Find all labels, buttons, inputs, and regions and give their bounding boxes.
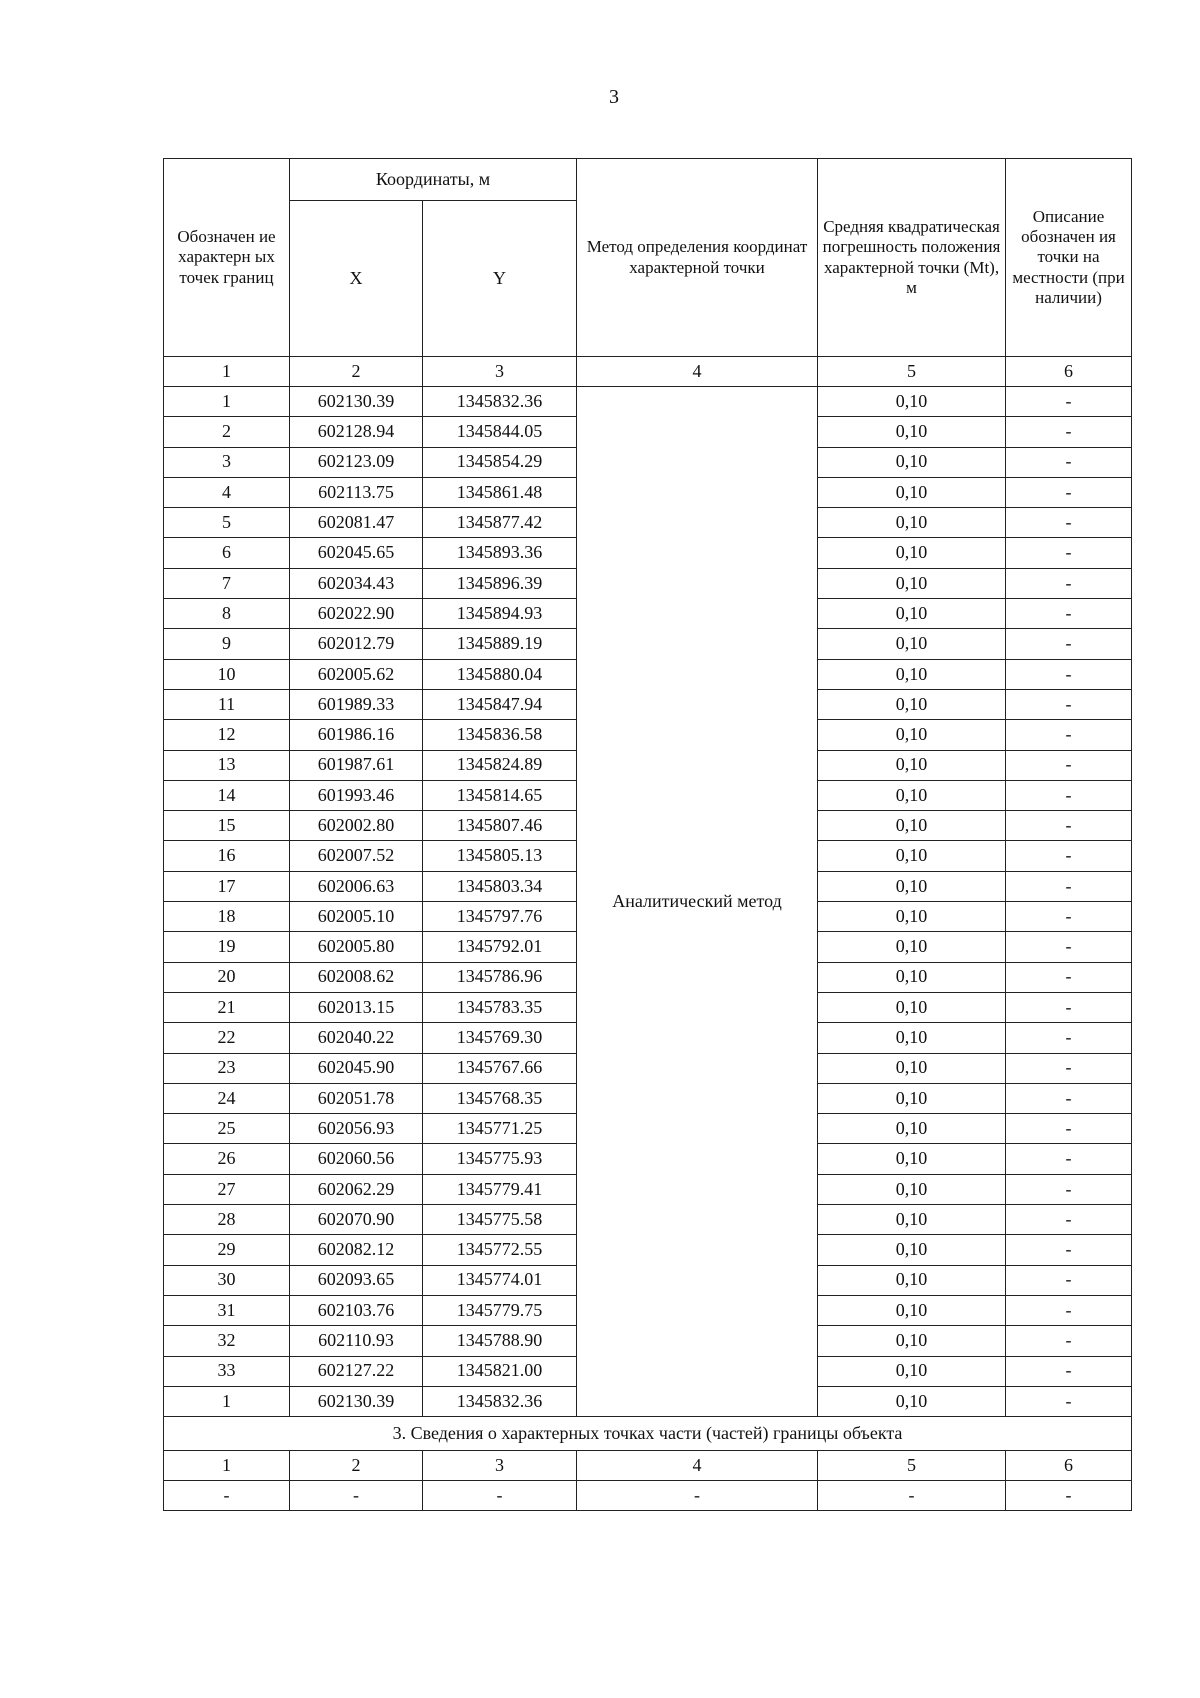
point-number: 17 [164,871,290,901]
coord-y: 1345832.36 [423,387,577,417]
coord-y: 1345844.05 [423,417,577,447]
point-number: 16 [164,841,290,871]
point-number: 28 [164,1205,290,1235]
error-value: 0,10 [818,1174,1006,1204]
coord-y: 1345767.66 [423,1053,577,1083]
description-value: - [1006,1174,1132,1204]
point-number: 4 [164,477,290,507]
error-value: 0,10 [818,720,1006,750]
description-value: - [1006,1295,1132,1325]
coord-y: 1345861.48 [423,477,577,507]
error-value: 0,10 [818,508,1006,538]
coord-y: 1345893.36 [423,538,577,568]
point-number: 1 [164,387,290,417]
error-value: 0,10 [818,1144,1006,1174]
coord-x: 602006.63 [290,871,423,901]
description-value: - [1006,1356,1132,1386]
error-value: 0,10 [818,568,1006,598]
description-value: - [1006,902,1132,932]
point-number: 6 [164,538,290,568]
column-number: 6 [1006,357,1132,387]
point-number: 25 [164,1114,290,1144]
error-value: 0,10 [818,417,1006,447]
coord-x: 602130.39 [290,387,423,417]
description-value: - [1006,841,1132,871]
coord-x: 602012.79 [290,629,423,659]
coord-x: 601989.33 [290,689,423,719]
column-number: 4 [577,1451,818,1481]
coord-x: 602113.75 [290,477,423,507]
section3-column-numbers-row [164,1451,1132,1481]
description-value: - [1006,629,1132,659]
column-number: 5 [818,1451,1006,1481]
point-number: 2 [164,417,290,447]
point-number: 23 [164,1053,290,1083]
point-number: 31 [164,1295,290,1325]
coord-y: 1345889.19 [423,629,577,659]
method-cell: Аналитический метод [577,387,818,1417]
coord-y: 1345824.89 [423,750,577,780]
coord-x: 602082.12 [290,1235,423,1265]
point-number: 11 [164,689,290,719]
coord-x: 602081.47 [290,508,423,538]
description-value: - [1006,508,1132,538]
error-value: 0,10 [818,932,1006,962]
error-value: 0,10 [818,1265,1006,1295]
description-value: - [1006,1265,1132,1295]
error-value: 0,10 [818,659,1006,689]
coord-x: 601987.61 [290,750,423,780]
error-value: 0,10 [818,629,1006,659]
table-cell: - [818,1481,1006,1511]
coord-y: 1345771.25 [423,1114,577,1144]
coord-y: 1345880.04 [423,659,577,689]
description-value: - [1006,750,1132,780]
coord-x: 602123.09 [290,447,423,477]
coord-y: 1345814.65 [423,780,577,810]
coord-y: 1345877.42 [423,508,577,538]
column-number: 4 [577,357,818,387]
header-error: Средняя квадратическая погрешность положения характерной точки (Mt), м [818,159,1006,357]
error-value: 0,10 [818,447,1006,477]
point-number: 15 [164,811,290,841]
column-number: 1 [164,1451,290,1481]
coord-y: 1345821.00 [423,1356,577,1386]
point-number: 14 [164,780,290,810]
description-value: - [1006,1144,1132,1174]
coordinates-table [163,158,1132,1511]
coord-y: 1345805.13 [423,841,577,871]
header-point-designation: Обозначен ие характерн ых точек границ [164,159,290,357]
error-value: 0,10 [818,750,1006,780]
coord-y: 1345779.41 [423,1174,577,1204]
coord-y: 1345783.35 [423,992,577,1022]
description-value: - [1006,1083,1132,1113]
coord-x: 602045.65 [290,538,423,568]
coord-y: 1345896.39 [423,568,577,598]
coordinates-body [164,387,1132,1417]
description-value: - [1006,1114,1132,1144]
point-number: 27 [164,1174,290,1204]
description-value: - [1006,689,1132,719]
point-number: 12 [164,720,290,750]
error-value: 0,10 [818,871,1006,901]
column-number: 2 [290,357,423,387]
point-number: 32 [164,1326,290,1356]
point-number: 26 [164,1144,290,1174]
point-number: 24 [164,1083,290,1113]
description-value: - [1006,1235,1132,1265]
coord-x: 602051.78 [290,1083,423,1113]
coord-x: 602045.90 [290,1053,423,1083]
description-value: - [1006,780,1132,810]
point-number: 29 [164,1235,290,1265]
table-cell: - [164,1481,290,1511]
table-cell: - [423,1481,577,1511]
description-value: - [1006,932,1132,962]
error-value: 0,10 [818,387,1006,417]
description-value: - [1006,1023,1132,1053]
error-value: 0,10 [818,1326,1006,1356]
error-value: 0,10 [818,477,1006,507]
coord-x: 602062.29 [290,1174,423,1204]
table-row [164,387,1132,417]
coord-y: 1345894.93 [423,599,577,629]
table-cell: - [1006,1481,1132,1511]
description-value: - [1006,1053,1132,1083]
header-description: Описание обозначен ия точки на местности (при наличии) [1006,159,1132,357]
coord-x: 602005.80 [290,932,423,962]
coord-y: 1345779.75 [423,1295,577,1325]
error-value: 0,10 [818,1386,1006,1416]
coord-y: 1345847.94 [423,689,577,719]
coord-x: 602022.90 [290,599,423,629]
column-numbers-row [164,357,1132,387]
point-number: 3 [164,447,290,477]
error-value: 0,10 [818,1205,1006,1235]
header-x: X [290,201,423,357]
coord-y: 1345768.35 [423,1083,577,1113]
coord-y: 1345769.30 [423,1023,577,1053]
section3-data-row [164,1481,1132,1511]
coord-x: 602005.10 [290,902,423,932]
point-number: 5 [164,508,290,538]
point-number: 19 [164,932,290,962]
header-y: Y [423,201,577,357]
error-value: 0,10 [818,538,1006,568]
header-coordinates: Координаты, м [290,159,577,201]
coord-y: 1345832.36 [423,1386,577,1416]
coord-x: 602002.80 [290,811,423,841]
coord-y: 1345854.29 [423,447,577,477]
error-value: 0,10 [818,1023,1006,1053]
coord-y: 1345836.58 [423,720,577,750]
point-number: 33 [164,1356,290,1386]
column-number: 3 [423,357,577,387]
coord-x: 601993.46 [290,780,423,810]
description-value: - [1006,447,1132,477]
column-number: 3 [423,1451,577,1481]
coord-x: 602070.90 [290,1205,423,1235]
coord-y: 1345807.46 [423,811,577,841]
coord-x: 602013.15 [290,992,423,1022]
error-value: 0,10 [818,1295,1006,1325]
description-value: - [1006,538,1132,568]
coord-y: 1345774.01 [423,1265,577,1295]
error-value: 0,10 [818,1114,1006,1144]
table-cell: - [290,1481,423,1511]
point-number: 7 [164,568,290,598]
error-value: 0,10 [818,599,1006,629]
point-number: 9 [164,629,290,659]
error-value: 0,10 [818,780,1006,810]
table-cell: - [577,1481,818,1511]
point-number: 20 [164,962,290,992]
point-number: 22 [164,1023,290,1053]
error-value: 0,10 [818,992,1006,1022]
description-value: - [1006,720,1132,750]
section3-title: 3. Сведения о характерных точках части (частей) границы объекта [164,1417,1132,1451]
coord-y: 1345797.76 [423,902,577,932]
coord-x: 602130.39 [290,1386,423,1416]
description-value: - [1006,659,1132,689]
coord-x: 602007.52 [290,841,423,871]
coord-y: 1345775.58 [423,1205,577,1235]
description-value: - [1006,599,1132,629]
description-value: - [1006,477,1132,507]
description-value: - [1006,1205,1132,1235]
point-number: 1 [164,1386,290,1416]
description-value: - [1006,811,1132,841]
page-number: 3 [609,86,619,108]
coord-x: 602005.62 [290,659,423,689]
coord-y: 1345786.96 [423,962,577,992]
coord-x: 602103.76 [290,1295,423,1325]
description-value: - [1006,568,1132,598]
point-number: 21 [164,992,290,1022]
coord-x: 601986.16 [290,720,423,750]
coord-x: 602060.56 [290,1144,423,1174]
point-number: 8 [164,599,290,629]
point-number: 10 [164,659,290,689]
coord-x: 602040.22 [290,1023,423,1053]
error-value: 0,10 [818,962,1006,992]
column-number: 2 [290,1451,423,1481]
error-value: 0,10 [818,902,1006,932]
coord-y: 1345788.90 [423,1326,577,1356]
coord-x: 602110.93 [290,1326,423,1356]
description-value: - [1006,992,1132,1022]
description-value: - [1006,871,1132,901]
coord-x: 602008.62 [290,962,423,992]
coord-x: 602034.43 [290,568,423,598]
error-value: 0,10 [818,1356,1006,1386]
header-row-top [164,159,1132,201]
point-number: 18 [164,902,290,932]
coord-x: 602127.22 [290,1356,423,1386]
error-value: 0,10 [818,841,1006,871]
column-number: 1 [164,357,290,387]
description-value: - [1006,417,1132,447]
description-value: - [1006,1386,1132,1416]
column-number: 6 [1006,1451,1132,1481]
error-value: 0,10 [818,689,1006,719]
coord-x: 602128.94 [290,417,423,447]
coord-y: 1345772.55 [423,1235,577,1265]
coord-x: 602093.65 [290,1265,423,1295]
point-number: 13 [164,750,290,780]
point-number: 30 [164,1265,290,1295]
error-value: 0,10 [818,1235,1006,1265]
description-value: - [1006,1326,1132,1356]
coord-y: 1345792.01 [423,932,577,962]
coord-x: 602056.93 [290,1114,423,1144]
coord-y: 1345803.34 [423,871,577,901]
error-value: 0,10 [818,811,1006,841]
coord-y: 1345775.93 [423,1144,577,1174]
header-method: Метод определения координат характерной точки [577,159,818,357]
section3-title-row [164,1417,1132,1451]
description-value: - [1006,387,1132,417]
error-value: 0,10 [818,1083,1006,1113]
description-value: - [1006,962,1132,992]
column-number: 5 [818,357,1006,387]
error-value: 0,10 [818,1053,1006,1083]
